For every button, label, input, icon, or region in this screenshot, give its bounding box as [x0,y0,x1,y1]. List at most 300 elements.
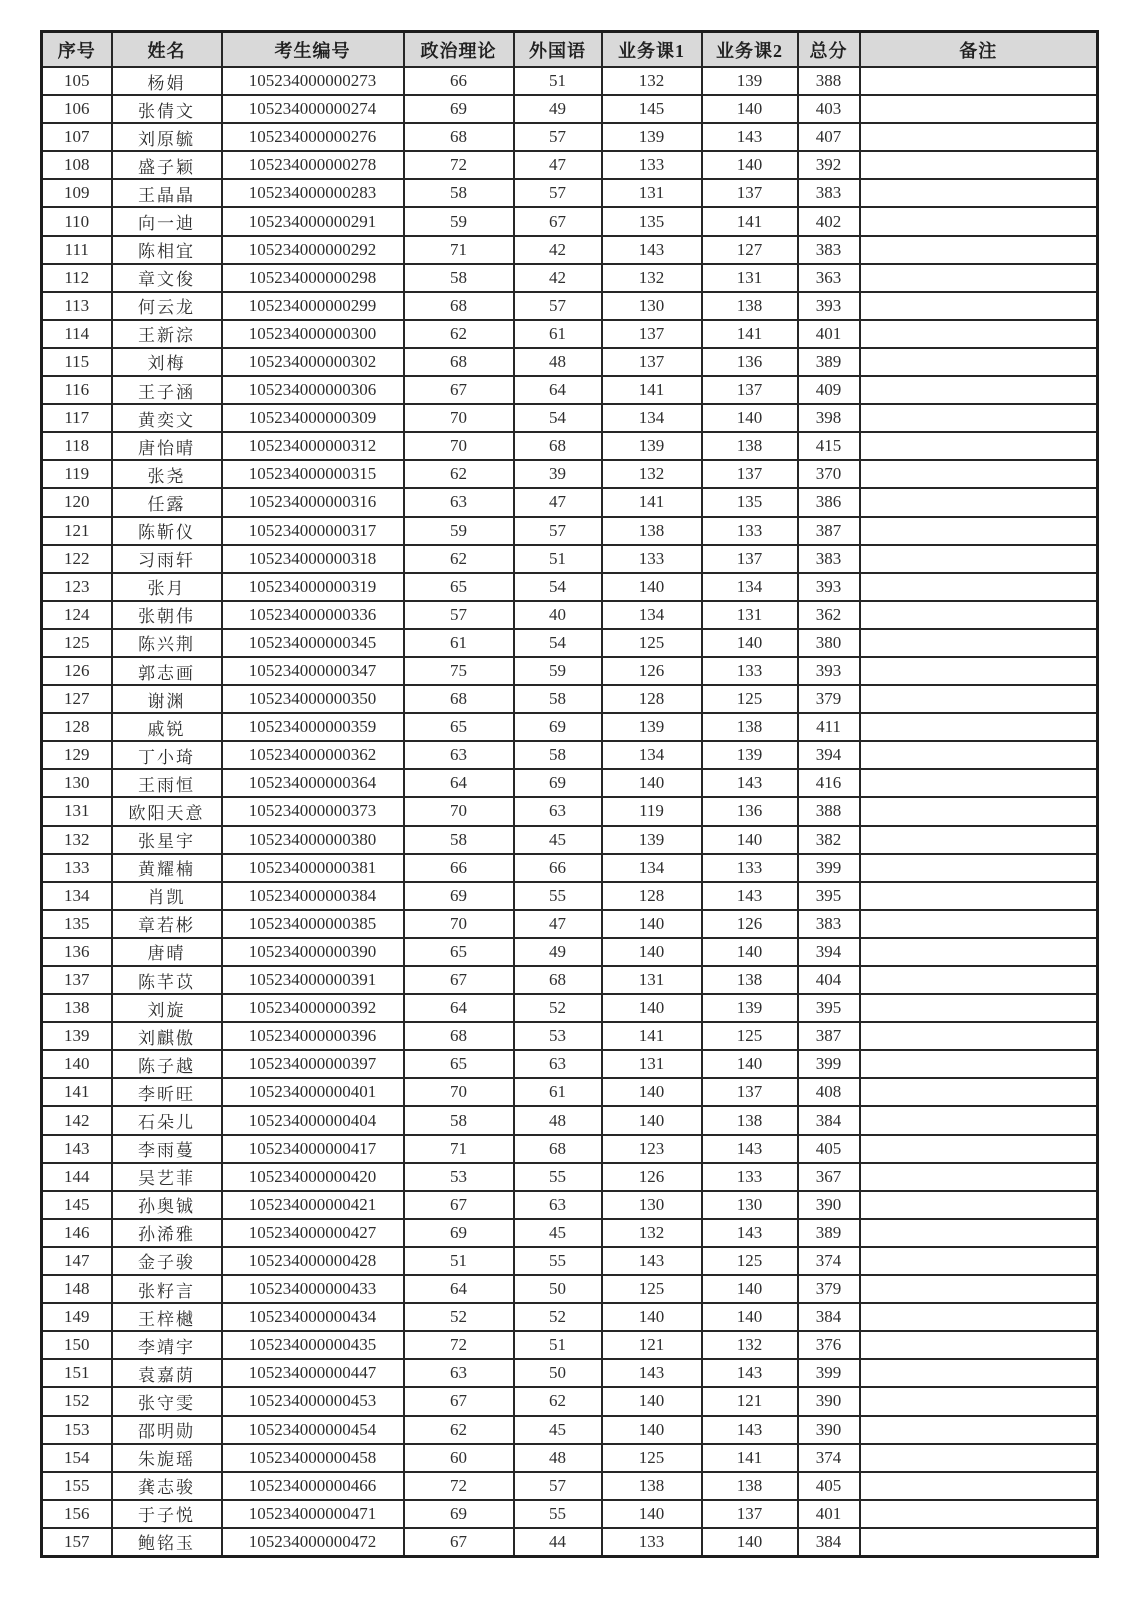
cell-total-score: 402 [798,207,860,235]
cell-candidate-name: 张星宇 [112,826,222,854]
cell-candidate-name: 金子骏 [112,1247,222,1275]
cell-candidate-name: 杨娟 [112,67,222,95]
cell-course2-score: 133 [702,657,798,685]
cell-total-score: 401 [798,320,860,348]
cell-course1-score: 132 [602,264,702,292]
cell-row-index: 106 [42,95,112,123]
cell-row-index: 126 [42,657,112,685]
cell-course2-score: 132 [702,1331,798,1359]
cell-total-score: 399 [798,1359,860,1387]
cell-politics-score: 62 [404,320,514,348]
cell-politics-score: 68 [404,348,514,376]
cell-politics-score: 67 [404,376,514,404]
cell-politics-score: 72 [404,1331,514,1359]
cell-remark [860,67,1098,95]
cell-remark [860,769,1098,797]
cell-foreign-language-score: 68 [514,1135,602,1163]
cell-course1-score: 139 [602,713,702,741]
cell-total-score: 390 [798,1387,860,1415]
cell-remark [860,1331,1098,1359]
cell-candidate-name: 陈芊苡 [112,966,222,994]
cell-course2-score: 125 [702,1022,798,1050]
col-header-remark: 备注 [860,32,1098,68]
table-row [42,432,1098,460]
cell-row-index: 108 [42,151,112,179]
cell-row-index: 136 [42,938,112,966]
cell-remark [860,1050,1098,1078]
cell-candidate-id: 105234000000316 [222,488,404,516]
header-row [42,32,1098,68]
cell-candidate-id: 105234000000391 [222,966,404,994]
cell-foreign-language-score: 50 [514,1275,602,1303]
cell-row-index: 122 [42,545,112,573]
table-row [42,207,1098,235]
cell-candidate-id: 105234000000350 [222,685,404,713]
cell-total-score: 395 [798,994,860,1022]
cell-total-score: 379 [798,1275,860,1303]
cell-row-index: 121 [42,517,112,545]
cell-candidate-name: 章若彬 [112,910,222,938]
cell-foreign-language-score: 63 [514,1191,602,1219]
cell-total-score: 411 [798,713,860,741]
cell-course2-score: 133 [702,854,798,882]
cell-foreign-language-score: 47 [514,151,602,179]
cell-remark [860,348,1098,376]
cell-total-score: 362 [798,601,860,629]
table-row [42,741,1098,769]
cell-foreign-language-score: 45 [514,826,602,854]
cell-candidate-id: 105234000000302 [222,348,404,376]
table-row [42,629,1098,657]
cell-candidate-name: 肖凯 [112,882,222,910]
cell-politics-score: 65 [404,1050,514,1078]
table-row [42,1303,1098,1331]
cell-foreign-language-score: 57 [514,517,602,545]
cell-course2-score: 138 [702,1472,798,1500]
cell-candidate-id: 105234000000274 [222,95,404,123]
cell-course2-score: 139 [702,741,798,769]
cell-row-index: 113 [42,292,112,320]
cell-candidate-name: 陈兴荆 [112,629,222,657]
cell-row-index: 142 [42,1106,112,1134]
cell-candidate-name: 孙浠雅 [112,1219,222,1247]
table-row [42,601,1098,629]
cell-total-score: 393 [798,657,860,685]
cell-politics-score: 63 [404,488,514,516]
cell-candidate-id: 105234000000453 [222,1387,404,1415]
cell-politics-score: 63 [404,741,514,769]
cell-candidate-name: 何云龙 [112,292,222,320]
table-row [42,1416,1098,1444]
cell-candidate-name: 盛子颖 [112,151,222,179]
cell-total-score: 392 [798,151,860,179]
cell-total-score: 382 [798,826,860,854]
cell-course1-score: 134 [602,741,702,769]
cell-course2-score: 134 [702,573,798,601]
table-row [42,488,1098,516]
table-row [42,179,1098,207]
cell-politics-score: 68 [404,123,514,151]
cell-course1-score: 134 [602,404,702,432]
table-row [42,994,1098,1022]
cell-course1-score: 140 [602,769,702,797]
col-header-course1-score: 业务课1 [602,32,702,68]
cell-candidate-name: 朱旎瑶 [112,1444,222,1472]
cell-candidate-name: 吴艺菲 [112,1163,222,1191]
cell-candidate-id: 105234000000434 [222,1303,404,1331]
cell-remark [860,376,1098,404]
cell-foreign-language-score: 51 [514,545,602,573]
cell-course2-score: 141 [702,207,798,235]
cell-course1-score: 123 [602,1135,702,1163]
cell-candidate-name: 刘梅 [112,348,222,376]
cell-row-index: 135 [42,910,112,938]
cell-remark [860,1078,1098,1106]
cell-total-score: 383 [798,179,860,207]
cell-candidate-id: 105234000000306 [222,376,404,404]
cell-remark [860,517,1098,545]
cell-course2-score: 140 [702,151,798,179]
cell-total-score: 380 [798,629,860,657]
cell-row-index: 120 [42,488,112,516]
cell-foreign-language-score: 47 [514,910,602,938]
cell-course1-score: 139 [602,123,702,151]
cell-course2-score: 140 [702,404,798,432]
cell-foreign-language-score: 51 [514,67,602,95]
cell-course1-score: 126 [602,1163,702,1191]
table-row [42,713,1098,741]
cell-foreign-language-score: 68 [514,432,602,460]
cell-foreign-language-score: 57 [514,292,602,320]
cell-candidate-name: 李雨蔓 [112,1135,222,1163]
cell-politics-score: 75 [404,657,514,685]
cell-course2-score: 137 [702,376,798,404]
cell-candidate-name: 向一迪 [112,207,222,235]
cell-politics-score: 69 [404,882,514,910]
table-row [42,460,1098,488]
cell-course1-score: 140 [602,938,702,966]
cell-course1-score: 137 [602,348,702,376]
cell-course1-score: 132 [602,460,702,488]
cell-row-index: 151 [42,1359,112,1387]
cell-course1-score: 121 [602,1331,702,1359]
cell-course2-score: 130 [702,1191,798,1219]
cell-remark [860,320,1098,348]
table-row [42,123,1098,151]
cell-foreign-language-score: 53 [514,1022,602,1050]
cell-course2-score: 143 [702,769,798,797]
cell-row-index: 138 [42,994,112,1022]
cell-candidate-id: 105234000000278 [222,151,404,179]
cell-politics-score: 53 [404,1163,514,1191]
table-row [42,938,1098,966]
cell-row-index: 131 [42,797,112,825]
cell-candidate-name: 王梓樾 [112,1303,222,1331]
cell-course2-score: 139 [702,67,798,95]
cell-candidate-id: 105234000000276 [222,123,404,151]
cell-course2-score: 137 [702,179,798,207]
cell-foreign-language-score: 55 [514,882,602,910]
cell-candidate-id: 105234000000292 [222,236,404,264]
cell-politics-score: 62 [404,1416,514,1444]
cell-course2-score: 121 [702,1387,798,1415]
cell-row-index: 117 [42,404,112,432]
cell-row-index: 140 [42,1050,112,1078]
cell-foreign-language-score: 54 [514,629,602,657]
table-row [42,882,1098,910]
cell-remark [860,1163,1098,1191]
table-row [42,1331,1098,1359]
cell-course1-score: 125 [602,1275,702,1303]
table-row [42,1078,1098,1106]
cell-row-index: 145 [42,1191,112,1219]
cell-total-score: 374 [798,1247,860,1275]
cell-politics-score: 64 [404,769,514,797]
cell-foreign-language-score: 48 [514,348,602,376]
cell-total-score: 388 [798,797,860,825]
table-row [42,1387,1098,1415]
cell-row-index: 133 [42,854,112,882]
cell-candidate-id: 105234000000380 [222,826,404,854]
cell-row-index: 147 [42,1247,112,1275]
cell-row-index: 146 [42,1219,112,1247]
cell-course1-score: 140 [602,994,702,1022]
cell-course2-score: 133 [702,517,798,545]
cell-foreign-language-score: 67 [514,207,602,235]
cell-total-score: 363 [798,264,860,292]
cell-course1-score: 134 [602,601,702,629]
cell-candidate-id: 105234000000417 [222,1135,404,1163]
cell-course1-score: 133 [602,151,702,179]
cell-politics-score: 72 [404,151,514,179]
table-row [42,854,1098,882]
cell-politics-score: 68 [404,685,514,713]
cell-course2-score: 138 [702,292,798,320]
cell-candidate-id: 105234000000401 [222,1078,404,1106]
cell-course2-score: 140 [702,1303,798,1331]
cell-candidate-name: 邵明勋 [112,1416,222,1444]
cell-row-index: 150 [42,1331,112,1359]
cell-remark [860,601,1098,629]
cell-course1-score: 141 [602,1022,702,1050]
cell-row-index: 109 [42,179,112,207]
cell-row-index: 125 [42,629,112,657]
cell-candidate-name: 刘旋 [112,994,222,1022]
cell-foreign-language-score: 40 [514,601,602,629]
cell-remark [860,1528,1098,1557]
table-row [42,826,1098,854]
cell-candidate-id: 105234000000273 [222,67,404,95]
cell-course1-score: 145 [602,95,702,123]
cell-foreign-language-score: 64 [514,376,602,404]
table-row [42,1163,1098,1191]
cell-candidate-id: 105234000000309 [222,404,404,432]
cell-remark [860,1106,1098,1134]
cell-row-index: 157 [42,1528,112,1557]
cell-politics-score: 65 [404,938,514,966]
cell-course1-score: 134 [602,854,702,882]
cell-remark [860,1444,1098,1472]
cell-foreign-language-score: 61 [514,1078,602,1106]
cell-total-score: 374 [798,1444,860,1472]
cell-remark [860,910,1098,938]
cell-course1-score: 126 [602,657,702,685]
cell-remark [860,1472,1098,1500]
cell-politics-score: 64 [404,1275,514,1303]
cell-candidate-id: 105234000000300 [222,320,404,348]
cell-row-index: 128 [42,713,112,741]
cell-remark [860,1219,1098,1247]
cell-total-score: 384 [798,1528,860,1557]
cell-row-index: 153 [42,1416,112,1444]
table-row [42,264,1098,292]
cell-row-index: 139 [42,1022,112,1050]
cell-course2-score: 140 [702,95,798,123]
cell-remark [860,1275,1098,1303]
cell-course1-score: 130 [602,292,702,320]
cell-course2-score: 140 [702,826,798,854]
cell-candidate-name: 欧阳天意 [112,797,222,825]
cell-course2-score: 138 [702,1106,798,1134]
cell-remark [860,826,1098,854]
cell-politics-score: 67 [404,966,514,994]
cell-course2-score: 140 [702,1275,798,1303]
cell-politics-score: 70 [404,797,514,825]
cell-politics-score: 58 [404,826,514,854]
table-row [42,236,1098,264]
score-table [40,30,1099,1558]
cell-candidate-id: 105234000000364 [222,769,404,797]
cell-candidate-name: 孙奥铖 [112,1191,222,1219]
cell-course1-score: 140 [602,1303,702,1331]
cell-remark [860,629,1098,657]
cell-candidate-id: 105234000000318 [222,545,404,573]
table-row [42,545,1098,573]
cell-candidate-name: 黄奕文 [112,404,222,432]
cell-foreign-language-score: 57 [514,123,602,151]
cell-course1-score: 140 [602,1106,702,1134]
cell-remark [860,1022,1098,1050]
cell-course2-score: 125 [702,685,798,713]
cell-candidate-id: 105234000000421 [222,1191,404,1219]
cell-politics-score: 71 [404,1135,514,1163]
cell-course2-score: 143 [702,123,798,151]
cell-remark [860,264,1098,292]
cell-course2-score: 137 [702,545,798,573]
score-table-body [42,67,1098,1556]
cell-candidate-name: 陈子越 [112,1050,222,1078]
cell-course1-score: 139 [602,826,702,854]
cell-course1-score: 140 [602,910,702,938]
cell-course1-score: 119 [602,797,702,825]
cell-row-index: 137 [42,966,112,994]
cell-course2-score: 140 [702,1050,798,1078]
cell-foreign-language-score: 45 [514,1416,602,1444]
cell-total-score: 389 [798,1219,860,1247]
cell-total-score: 408 [798,1078,860,1106]
cell-row-index: 124 [42,601,112,629]
table-row [42,1219,1098,1247]
cell-course1-score: 125 [602,1444,702,1472]
cell-row-index: 118 [42,432,112,460]
cell-candidate-name: 石朵儿 [112,1106,222,1134]
cell-candidate-name: 龚志骏 [112,1472,222,1500]
table-row [42,573,1098,601]
cell-candidate-name: 王雨恒 [112,769,222,797]
cell-row-index: 127 [42,685,112,713]
cell-candidate-name: 王新淙 [112,320,222,348]
table-row [42,1247,1098,1275]
cell-course1-score: 140 [602,1387,702,1415]
cell-politics-score: 67 [404,1191,514,1219]
cell-foreign-language-score: 55 [514,1247,602,1275]
cell-remark [860,966,1098,994]
cell-politics-score: 58 [404,179,514,207]
table-row [42,685,1098,713]
cell-course1-score: 141 [602,376,702,404]
cell-row-index: 156 [42,1500,112,1528]
cell-candidate-name: 章文俊 [112,264,222,292]
cell-total-score: 386 [798,488,860,516]
cell-remark [860,657,1098,685]
cell-candidate-name: 丁小琦 [112,741,222,769]
table-row [42,376,1098,404]
table-row [42,1106,1098,1134]
cell-remark [860,1416,1098,1444]
cell-remark [860,1303,1098,1331]
cell-course2-score: 127 [702,236,798,264]
cell-candidate-id: 105234000000317 [222,517,404,545]
cell-candidate-id: 105234000000471 [222,1500,404,1528]
cell-politics-score: 58 [404,1106,514,1134]
cell-course1-score: 140 [602,1500,702,1528]
cell-row-index: 114 [42,320,112,348]
cell-course2-score: 126 [702,910,798,938]
cell-course2-score: 143 [702,1416,798,1444]
cell-total-score: 390 [798,1416,860,1444]
cell-candidate-name: 刘原毓 [112,123,222,151]
cell-course2-score: 131 [702,601,798,629]
cell-politics-score: 70 [404,1078,514,1106]
cell-course2-score: 133 [702,1163,798,1191]
cell-candidate-id: 105234000000447 [222,1359,404,1387]
cell-course2-score: 138 [702,713,798,741]
cell-politics-score: 65 [404,573,514,601]
cell-politics-score: 60 [404,1444,514,1472]
cell-candidate-name: 张倩文 [112,95,222,123]
cell-foreign-language-score: 58 [514,685,602,713]
cell-course1-score: 131 [602,1050,702,1078]
cell-candidate-id: 105234000000427 [222,1219,404,1247]
cell-total-score: 394 [798,938,860,966]
col-header-row-index: 序号 [42,32,112,68]
cell-remark [860,404,1098,432]
cell-remark [860,432,1098,460]
table-row [42,348,1098,376]
cell-row-index: 107 [42,123,112,151]
cell-total-score: 399 [798,854,860,882]
cell-remark [860,1387,1098,1415]
cell-total-score: 405 [798,1135,860,1163]
cell-candidate-id: 105234000000392 [222,994,404,1022]
cell-candidate-id: 105234000000298 [222,264,404,292]
cell-remark [860,207,1098,235]
table-row [42,1472,1098,1500]
cell-candidate-name: 张朝伟 [112,601,222,629]
cell-candidate-name: 陈靳仪 [112,517,222,545]
cell-foreign-language-score: 58 [514,741,602,769]
cell-course1-score: 131 [602,966,702,994]
